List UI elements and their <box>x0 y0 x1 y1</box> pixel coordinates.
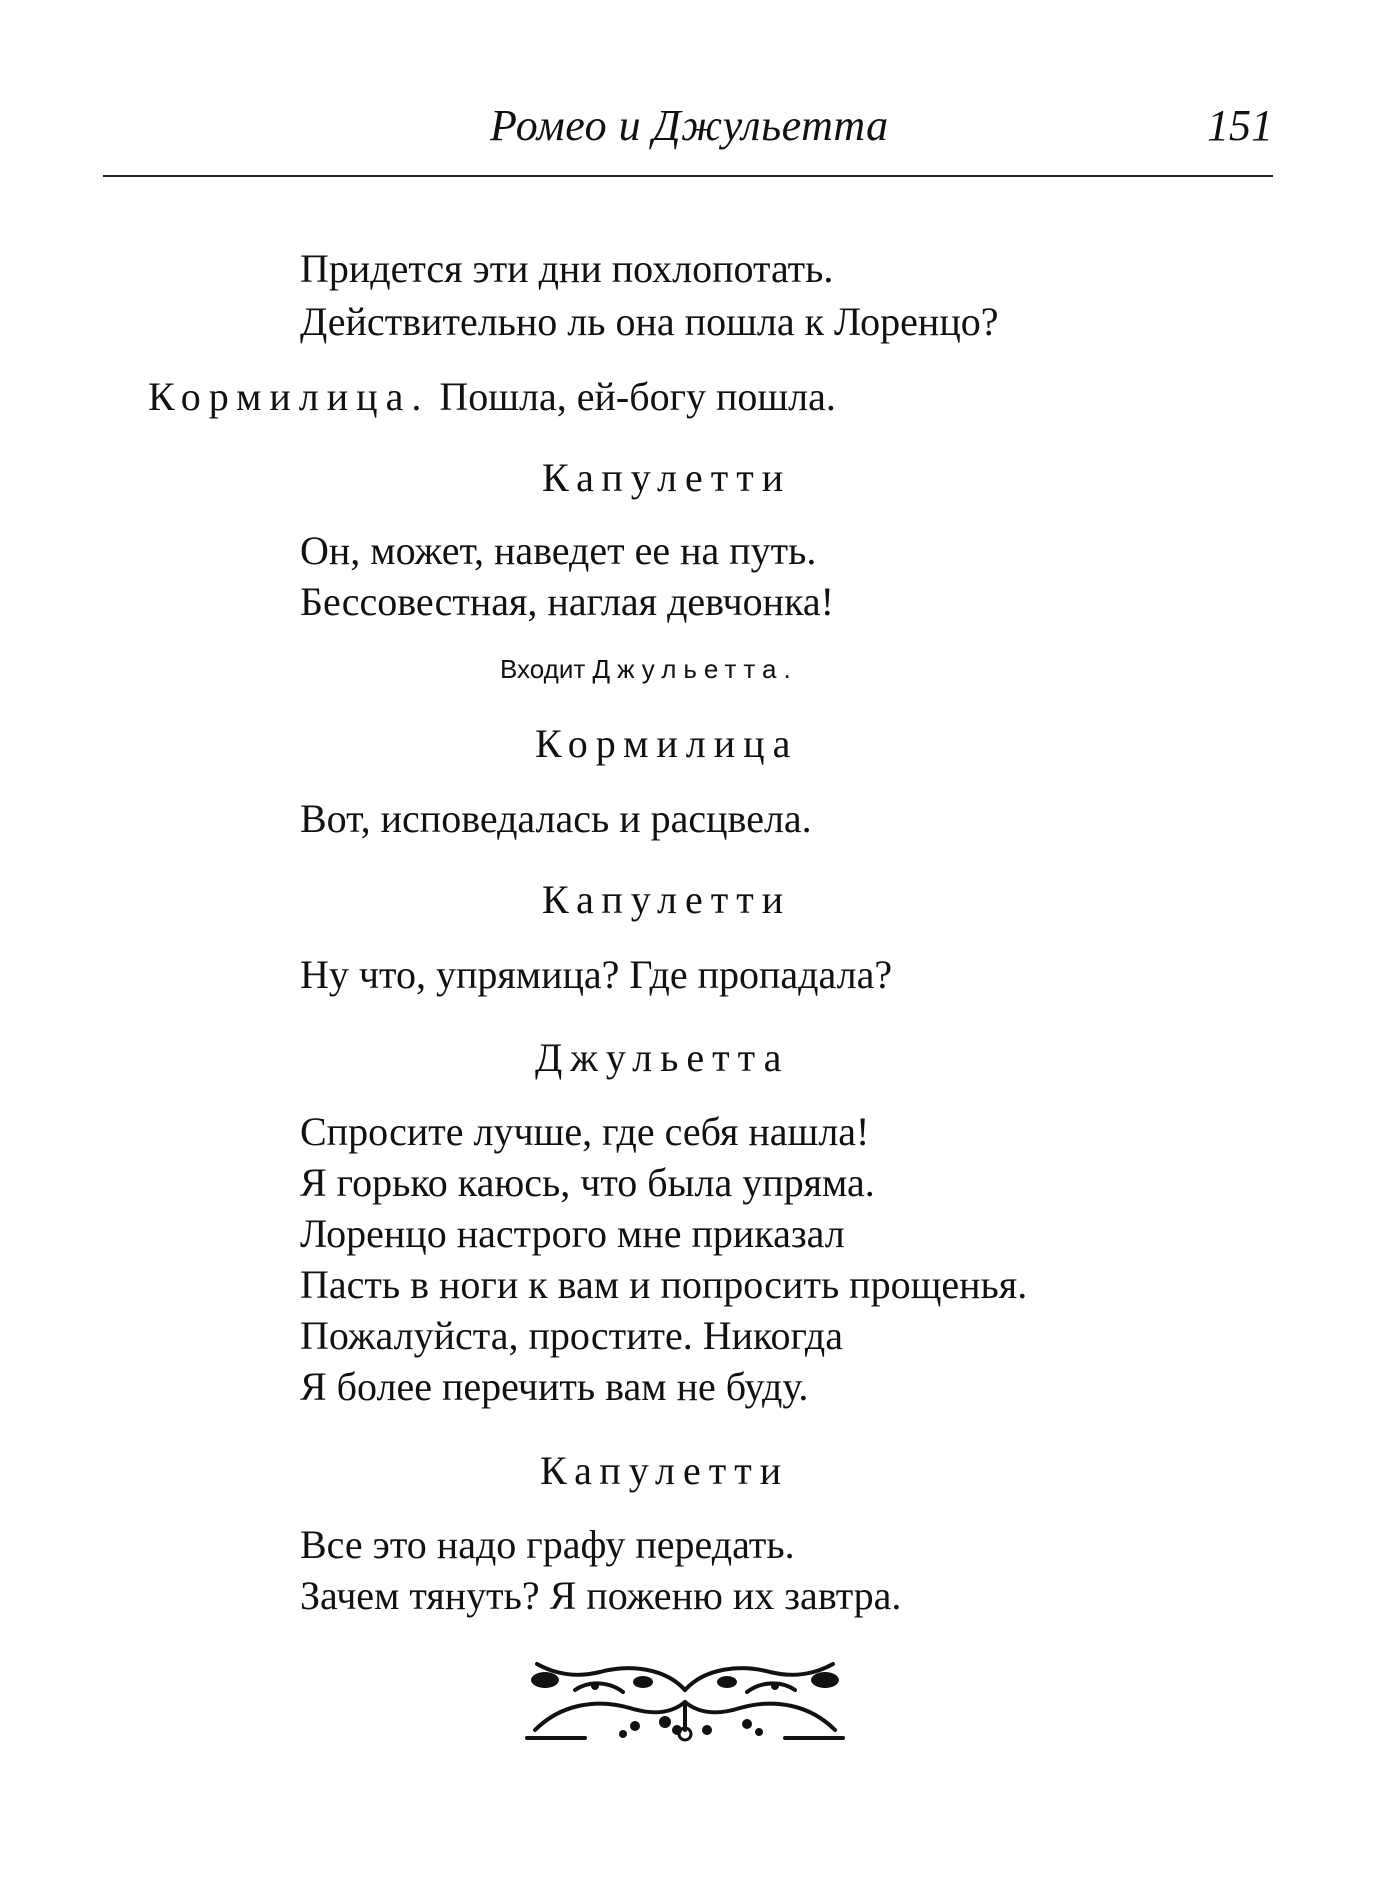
speaker-name: Капулетти <box>542 455 792 500</box>
speaker-name: Кормилица <box>535 721 799 766</box>
running-title: Ромео и Джульетта <box>490 101 889 150</box>
stage-period: . <box>783 654 791 684</box>
inline-speaker: Кормилица. <box>148 374 430 419</box>
verse-line: Пасть в ноги к вам и попросить прощенья. <box>300 1262 1028 1307</box>
inline-dialogue <box>148 373 836 421</box>
verse-line: Спросите лучше, где себя нашла! <box>300 1109 870 1154</box>
verse-line: Пожалуйста, простите. Никогда <box>300 1313 843 1358</box>
verse-line: Действительно ль она пошла к Лоренцо? <box>300 299 999 344</box>
page-number: 151 <box>1207 101 1273 150</box>
verse-line: Лоренцо настрого мне приказал <box>300 1211 845 1256</box>
speaker-name: Джульетта <box>535 1035 790 1080</box>
floral-tailpiece-icon <box>515 1650 855 1745</box>
verse-line: Придется эти дни похлопотать. <box>300 246 834 291</box>
verse-line: Все это надо графу передать. <box>300 1522 795 1567</box>
verse-line: Я более перечить вам не буду. <box>300 1364 809 1409</box>
stage-verb: Входит <box>500 654 593 684</box>
verse-line: Ну что, упрямица? Где пропадала? <box>300 952 893 997</box>
inline-line: Пошла, ей-богу пошла. <box>429 374 836 419</box>
verse-line: Я горько каюсь, что была упряма. <box>300 1160 875 1205</box>
stage-direction <box>500 652 791 686</box>
verse-line: Он, может, наведет ее на путь. <box>300 528 817 573</box>
verse-line: Зачем тянуть? Я поженю их завтра. <box>300 1573 902 1618</box>
stage-character: Джульетта <box>592 654 784 684</box>
verse-line: Бессовестная, наглая девчонка! <box>300 579 834 624</box>
verse-line: Вот, исповедалась и расцвела. <box>300 796 812 841</box>
header-rule <box>103 175 1273 177</box>
speaker-name: Капулетти <box>542 877 792 922</box>
speaker-name: Капулетти <box>540 1448 790 1493</box>
